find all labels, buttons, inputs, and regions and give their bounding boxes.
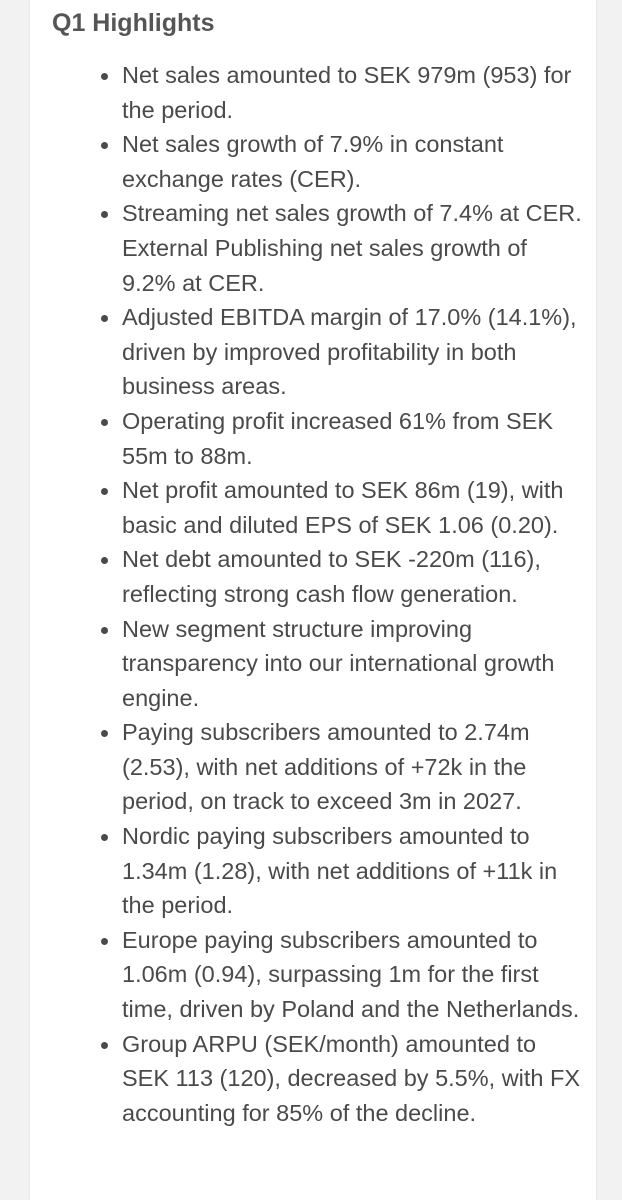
list-item bbox=[52, 715, 586, 819]
list-item-text: Group ARPU (SEK/month) amounted to SEK 113 (120), decreased by 5.5%, with FX accounting for 85% of the decline. bbox=[122, 1030, 581, 1126]
list-item bbox=[52, 473, 586, 542]
list-item-text: New segment structure improving transparency into our international growth engine. bbox=[122, 615, 555, 711]
bullet-icon bbox=[101, 1042, 108, 1049]
bullet-icon bbox=[101, 488, 108, 495]
highlights-list bbox=[52, 58, 586, 1130]
list-item bbox=[52, 404, 586, 473]
list-item-text: Streaming net sales growth of 7.4% at CER. External Publishing net sales growth of 9.2% at CER. bbox=[122, 200, 582, 296]
list-item-text: Nordic paying subscribers amounted to 1.34m (1.28), with net additions of +11k in the period. bbox=[122, 823, 558, 919]
list-item-text: Paying subscribers amounted to 2.74m (2.53), with net additions of +72k in the period, on track to exceed 3m in 2027. bbox=[122, 719, 530, 815]
list-item bbox=[52, 612, 586, 716]
list-item-text: Net debt amounted to SEK -220m (116), reflecting strong cash flow generation. bbox=[122, 546, 541, 607]
list-item bbox=[52, 58, 586, 127]
list-item-text: Net sales growth of 7.9% in constant exchange rates (CER). bbox=[122, 131, 504, 192]
list-item-text: Adjusted EBITDA margin of 17.0% (14.1%), driven by improved profitability in both business areas. bbox=[122, 304, 577, 400]
list-item bbox=[52, 819, 586, 923]
bullet-icon bbox=[101, 557, 108, 564]
list-item-text: Europe paying subscribers amounted to 1.06m (0.94), surpassing 1m for the first time, driven by Poland and the Netherlands. bbox=[122, 926, 580, 1023]
bullet-icon bbox=[101, 142, 108, 149]
list-item bbox=[52, 196, 586, 300]
bullet-icon bbox=[101, 730, 108, 737]
list-item bbox=[52, 127, 586, 196]
highlights-card bbox=[30, 0, 596, 1200]
bullet-icon bbox=[101, 315, 108, 322]
bullet-icon bbox=[101, 627, 108, 634]
section-title: Q1 Highlights bbox=[52, 9, 215, 37]
bullet-icon bbox=[101, 73, 108, 80]
list-item bbox=[52, 542, 586, 611]
list-item bbox=[52, 923, 586, 1027]
bullet-icon bbox=[101, 834, 108, 841]
list-item-text: Net sales amounted to SEK 979m (953) for the period. bbox=[122, 62, 572, 123]
bullet-icon bbox=[101, 419, 108, 426]
bullet-icon bbox=[101, 938, 108, 945]
bullet-icon bbox=[101, 211, 108, 218]
list-item bbox=[52, 1027, 586, 1131]
list-item-text: Operating profit increased 61% from SEK 55m to 88m. bbox=[122, 407, 554, 469]
list-item bbox=[52, 300, 586, 404]
highlights-content bbox=[52, 8, 586, 1130]
list-item-text: Net profit amounted to SEK 86m (19), with basic and diluted EPS of SEK 1.06 (0.20). bbox=[122, 477, 564, 538]
